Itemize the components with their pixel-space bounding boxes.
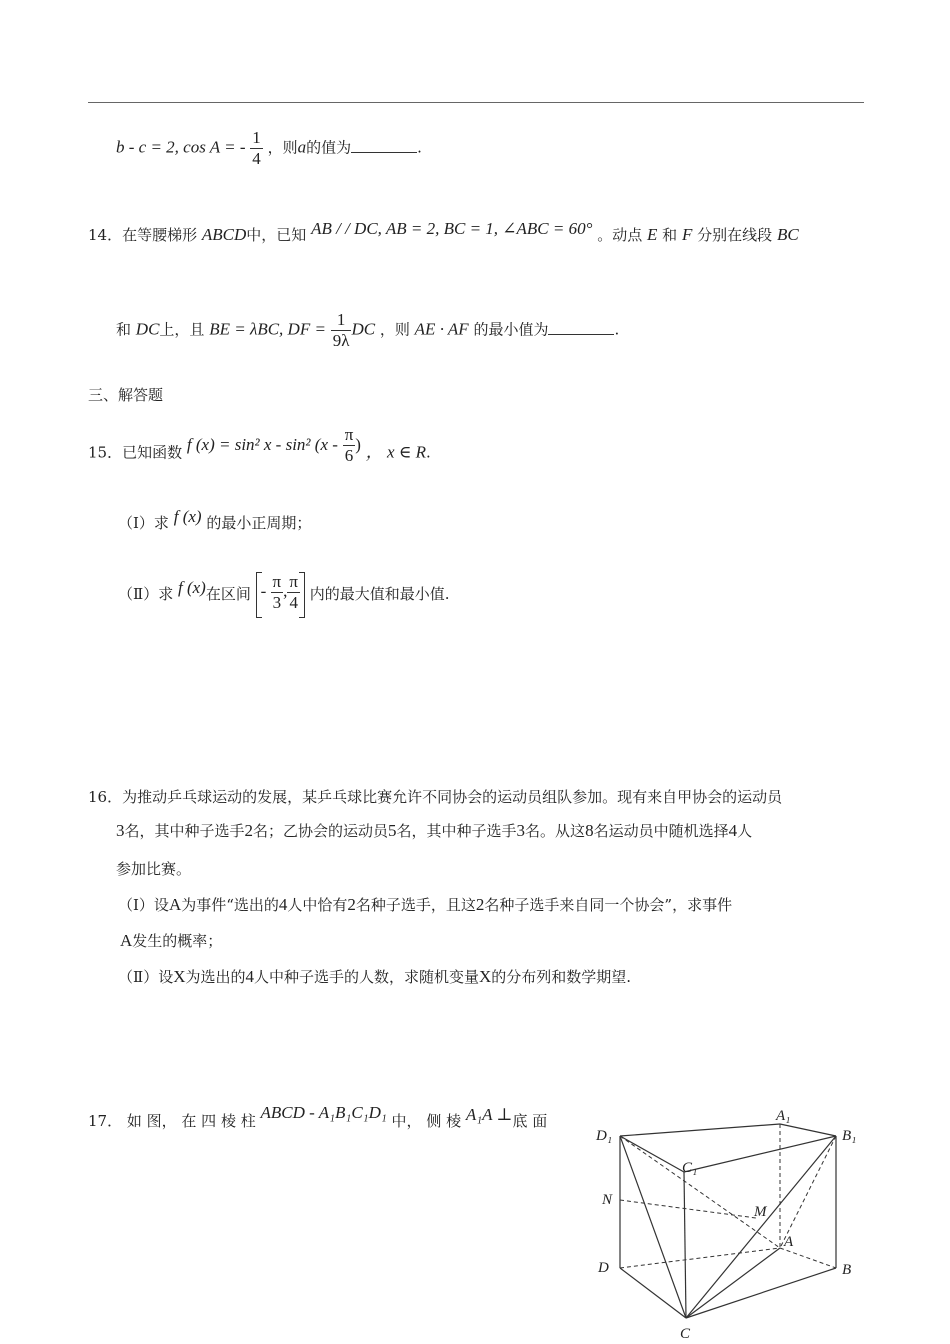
section-heading: 三、解答题 [88,386,164,404]
edge-c1-c [684,1172,686,1318]
label-a1: A₁ [776,1108,791,1124]
hidden-d1-a [620,1136,780,1248]
edge-c-a [686,1248,780,1318]
q13-math: b - c = 2, cos A = - [116,137,246,157]
q16-line3: 参加比赛。 [116,860,192,878]
q14-fraction: $\frac{1}{9\lambda}$ [332,310,350,350]
label-c1: C₁ [682,1160,698,1176]
q13-tail: b - c = 2, cos A = - $\frac{1}{4}$ ，则a的值为 . [116,128,422,168]
label-c: C [680,1326,691,1342]
label-a: A [784,1234,794,1250]
q14-line2: 和 DC上，且 BE = λBC, DF = $\frac{1}{9\lambda}$ DC ，则 AE · AF 的最小值为 . [116,310,620,350]
q16-part2: （Ⅱ）设X为选出的4人中种子选手的人数，求随机变量X的分布列和数学期望. [118,967,632,986]
q15-part1: （Ⅰ）求 f (x) 的最小正周期； [118,507,312,532]
label-b1: B₁ [842,1128,857,1144]
hidden-d-a [620,1248,780,1268]
label-d1: D₁ [596,1128,613,1144]
answer-blank [548,320,614,335]
edge-d1-a1 [620,1124,780,1136]
question-number: 15． [88,443,123,462]
edge-a1-b1 [780,1124,836,1136]
vector-expression: BE = λBC, DF = [209,319,326,339]
label-d: D [598,1260,609,1276]
edge-b1-c [686,1136,836,1318]
q16-part1: （Ⅰ）设A为事件“选出的4人中恰有2名种子选手，且这2名种子选手来自同一个协会”，求事件 [118,895,733,914]
header-rule [88,102,864,103]
dot-product: AE · AF [414,319,469,339]
label-n: N [602,1192,613,1208]
q16-line2: 3名，其中种子选手2名；乙协会的运动员5名，其中种子选手3名。从这8名运动员中随机选择4人 [116,821,753,840]
question-number: 16． [88,788,123,806]
answer-blank [351,138,417,153]
label-b: B [842,1262,852,1278]
q15-stem: 15．已知函数 f (x) = sin² x - sin² (x - $\frac{\pi}{6}$ ) ， x ∈ R. [88,425,431,465]
edge-d-c [620,1268,686,1318]
q16-part1-cont: A发生的概率； [120,931,223,950]
label-m: M [754,1204,767,1220]
hidden-b1-a [780,1136,836,1248]
question-number: 14． [88,226,123,244]
prism-figure [580,1100,880,1344]
edge-c1-b1 [684,1136,836,1172]
edge-c-b [686,1268,836,1318]
q13-fraction: $\frac{1}{4}$ [252,128,261,168]
question-number: 17． [88,1112,123,1130]
hidden-n-m [620,1200,756,1218]
q17-stem: 17． 如 图， 在 四 棱 柱 ABCD - A₁B₁C₁D₁ 中， 侧 棱 A₁A ⊥底 面 [88,1103,548,1130]
q14-line1: 14．在等腰梯形 ABCD中，已知 AB / / DC, AB = 2, BC = 1, ∠ABC = 60° 。动点 E 和 F 分别在线段 BC [88,219,799,244]
q15-part2: （Ⅱ）求 f (x)在区间 - $\frac{\pi}{3}$ , $\frac{\pi}{4}$ 内的最大值和最小值. [118,572,450,618]
edge-d1-c [620,1136,686,1318]
interval-bracket: - $\frac{\pi}{3}$ , $\frac{\pi}{4}$ [256,572,305,618]
edge-d1-c1 [620,1136,684,1172]
q15-fraction: $\frac{\pi}{6}$ [344,425,354,465]
hidden-a-b [780,1248,836,1268]
q16-line1: 16．为推动乒乓球运动的发展，某乒乓球比赛允许不同协会的运动员组队参加。现有来自甲协会的运动员 [88,788,783,806]
